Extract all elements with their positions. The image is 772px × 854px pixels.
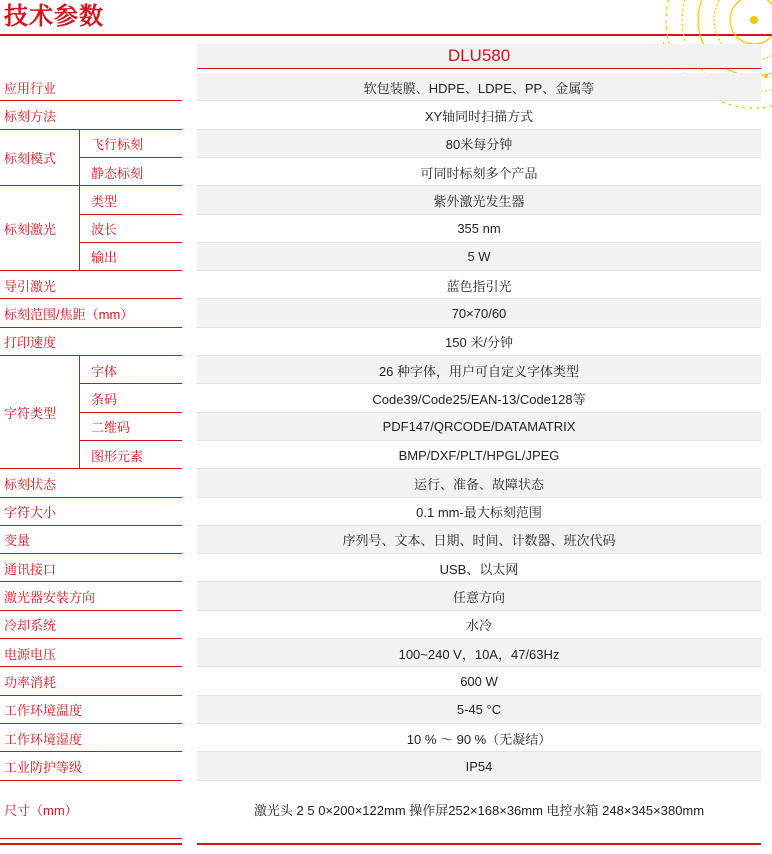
spec-label: 变量: [4, 533, 31, 549]
spec-value: 80米每分钟: [445, 137, 513, 153]
spec-label: 尺寸（mm）: [4, 803, 78, 818]
spec-value: 26 种字体，用户可自定义字体类型: [378, 363, 580, 379]
group-vertical-divider: [79, 130, 80, 186]
spec-value: IP54: [465, 758, 493, 774]
spec-label: 激光器安装方向: [4, 590, 96, 606]
spec-label: 字符大小: [4, 505, 57, 521]
title-underline: [0, 34, 772, 36]
spec-value: XY轴同时扫描方式: [424, 108, 534, 124]
spec-value: 5-45 °C: [456, 702, 502, 718]
spec-group-label: 标刻模式: [4, 151, 57, 167]
spec-value: 可同时标刻多个产品: [420, 165, 538, 181]
spec-label: 打印速度: [4, 335, 57, 351]
spec-value: 10 % ～ 90 %（无凝结）: [406, 731, 552, 747]
spec-label: 功率消耗: [4, 674, 57, 690]
table-bottom-line-left: [0, 843, 182, 845]
spec-value: 150 米/分钟: [445, 335, 513, 351]
group-vertical-divider: [79, 186, 80, 270]
spec-value: 600 W: [460, 673, 498, 689]
group-vertical-divider: [79, 356, 80, 468]
spec-sublabel: 二维码: [91, 420, 131, 436]
spec-label: 标刻方法: [4, 108, 57, 124]
spec-value: 70×70/60: [451, 306, 507, 322]
table-bottom-line-right: [197, 843, 761, 845]
spec-sublabel: 波长: [91, 222, 118, 238]
spec-sublabel: 条码: [91, 391, 118, 407]
model-divider: [197, 68, 761, 69]
page-title: 技术参数: [4, 3, 104, 30]
spec-label: 标刻范围/焦距（mm）: [4, 307, 134, 323]
spec-sublabel: 图形元素: [91, 448, 144, 464]
spec-value: 紫外激光发生器: [433, 193, 525, 209]
spec-label: 标刻状态: [4, 476, 57, 492]
spec-group-label: 字符类型: [4, 406, 57, 422]
spec-label: 应用行业: [4, 80, 57, 96]
spec-value: 355 nm: [457, 221, 501, 237]
spec-value: PDF147/QRCODE/DATAMATRIX: [382, 419, 576, 435]
spec-value: 任意方向: [452, 590, 505, 606]
spec-label: 通讯接口: [4, 561, 57, 577]
spec-value: 序列号、文本、日期、时间、计数器、班次代码: [342, 533, 616, 549]
spec-label: 工作环境湿度: [4, 731, 83, 747]
spec-value: USB、以太网: [439, 561, 519, 577]
spec-sublabel: 字体: [91, 363, 118, 379]
spec-group-label: 标刻激光: [4, 222, 57, 238]
spec-label: 工作环境温度: [4, 703, 83, 719]
spec-value: 激光头 2 5 0×200×122mm 操作屏252×168×36mm 电控水箱 248×345×380mm: [253, 803, 705, 818]
spec-label: 电源电压: [4, 646, 57, 662]
spec-value: 0.1 mm-最大标刻范围: [416, 505, 542, 521]
spec-label: 工业防护等级: [4, 759, 83, 775]
spec-sublabel: 静态标刻: [91, 165, 144, 181]
spec-value: 水冷: [465, 618, 492, 634]
model-name: DLU580: [447, 46, 511, 65]
spec-value: Code39/Code25/EAN-13/Code128等: [372, 391, 586, 407]
spec-value: 100~240 V，10A，47/63Hz: [398, 646, 560, 662]
spec-sublabel: 类型: [91, 193, 118, 209]
row-divider: [0, 838, 182, 839]
spec-value: 蓝色指引光: [446, 278, 512, 294]
spec-label: 导引激光: [4, 278, 57, 294]
spec-value: 5 W: [467, 249, 491, 265]
spec-sublabel: 输出: [91, 250, 118, 266]
spec-value: BMP/DXF/PLT/HPGL/JPEG: [398, 447, 560, 463]
spec-value: 运行、准备、故障状态: [413, 476, 544, 492]
spec-label: 冷却系统: [4, 618, 57, 634]
spec-value: 软包装膜、HDPE、LDPE、PP、金属等: [363, 80, 595, 96]
spec-sublabel: 飞行标刻: [91, 137, 144, 153]
